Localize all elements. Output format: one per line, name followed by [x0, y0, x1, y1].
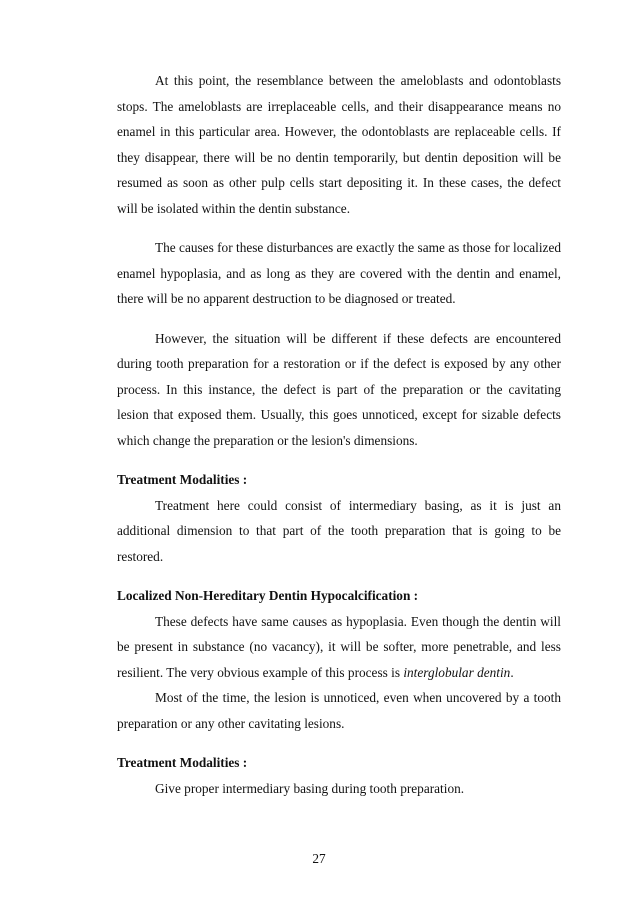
- interglobular-dentin-term: interglobular dentin: [403, 664, 511, 680]
- page-number: 27: [312, 851, 326, 866]
- document-body: [117, 68, 561, 801]
- heading-dentin-hypocalcification: Localized Non-Hereditary Dentin Hypocalcification :: [117, 588, 419, 603]
- paragraph-causes-disturbances: The causes for these disturbances are exactly the same as those for localized enamel hypoplasia, and as long as they are covered with the dentin and enamel, there will be no apparent destruction to be diagnosed or treated.: [117, 240, 561, 306]
- paragraph-hypocalcification-defects: [117, 609, 561, 686]
- hypocalcification-text-end: .: [510, 664, 514, 680]
- hypocalcification-text: These defects have same causes as hypoplasia. Even though the dentin will be present in substance (no vacancy), it will be softer, more penetrable, and less resilient. The very obvious example of this process is: [117, 613, 561, 680]
- paragraph-situation-different: However, the situation will be different if these defects are encountered during tooth preparation for a restoration or if the defect is exposed by any other process. In this instance, the defect is part of the preparation or the cavitating lesion that exposed them. Usually, this goes unnoticed, except for sizable defects which change the preparation or the lesion's dimensions.: [117, 330, 561, 448]
- paragraph-lesion-unnoticed: Most of the time, the lesion is unnoticed, even when uncovered by a tooth preparation or any other cavitating lesions.: [117, 690, 561, 731]
- heading-treatment-modalities-1: Treatment Modalities :: [117, 472, 248, 487]
- paragraph-treatment-intermediary-basing: Treatment here could consist of intermediary basing, as it is just an additional dimension to that part of the tooth preparation that is going to be restored.: [117, 497, 561, 564]
- paragraph-ameloblasts-odontoblasts: At this point, the resemblance between the ameloblasts and odontoblasts stops. The ameloblasts are irreplaceable cells, and their disappearance means no enamel in this particular area. However, the odontoblasts are replaceable cells. If they disappear, there will be no dentin temporarily, but dentin deposition will be resumed as soon as other pulp cells start depositing it. In these cases, the defect will be isolated within the dentin substance.: [117, 73, 561, 216]
- heading-treatment-modalities-2: Treatment Modalities :: [117, 755, 248, 770]
- paragraph-proper-basing: Give proper intermediary basing during tooth preparation.: [155, 780, 465, 796]
